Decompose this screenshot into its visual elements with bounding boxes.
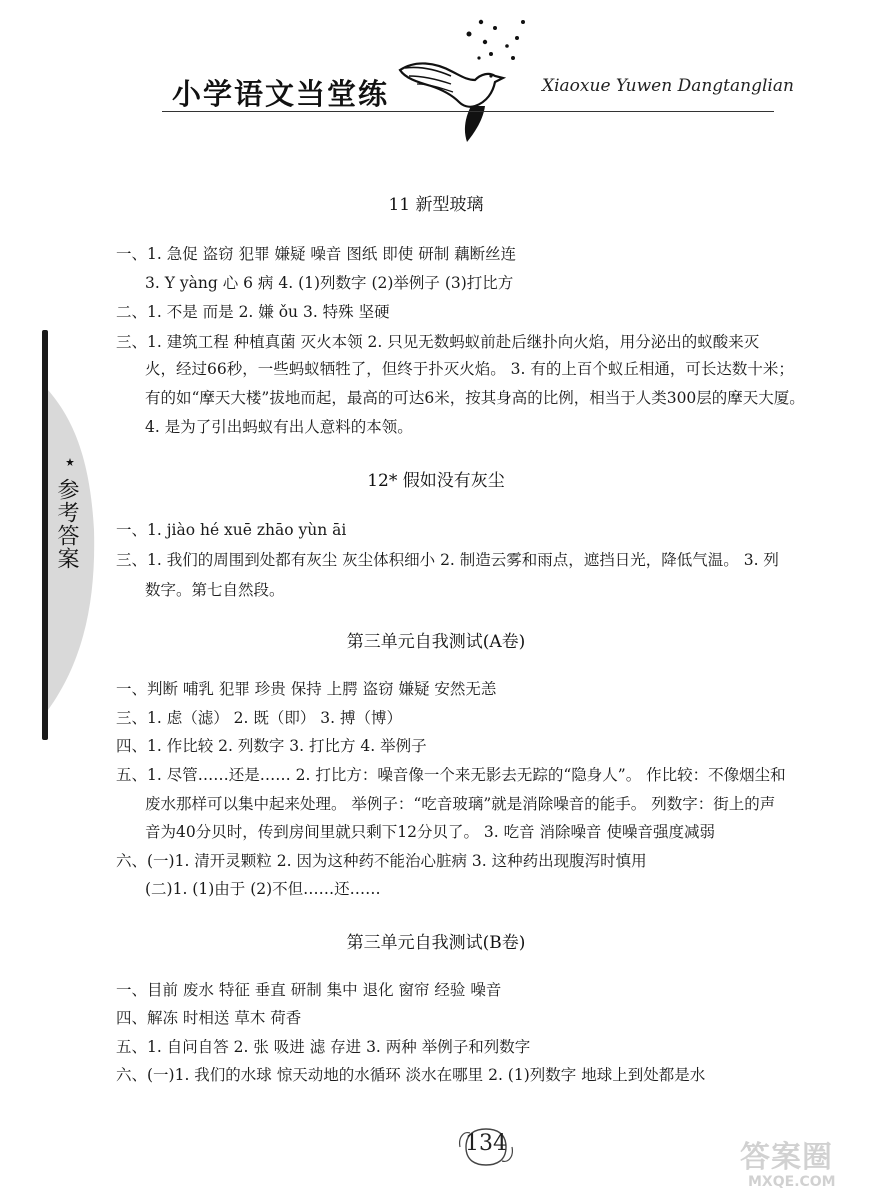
answer-line: 有的如“摩天大楼”拔地而起，最高的可达6米，按其身高的比例，相当于人类300层的摩天大厦。: [145, 389, 805, 407]
answer-line: 三、1. 我们的周围到处都有灰尘 灰尘体积细小 2. 制造云雾和雨点，遮挡日光，降低气温。 3. 列: [116, 551, 779, 569]
answer-line: 三、1. 虑（滤） 2. 既（即） 3. 搏（博）: [116, 709, 403, 727]
answer-line: 火，经过66秒，一些蚂蚁牺牲了，但终于扑灭火焰。 3. 有的上百个蚁丘相通，可长达数十米；: [145, 360, 794, 378]
book-title-cn: 小学语文当堂练: [172, 77, 390, 111]
section-title: 第三单元自我测试(A卷): [346, 632, 526, 652]
answer-line: 六、(一)1. 清开灵颗粒 2. 因为这种药不能治心脏病 3. 这种药出现腹泻时慎用: [116, 852, 647, 870]
answer-line: 二、1. 不是 而是 2. 嫌 ǒu 3. 特殊 坚硬: [116, 303, 390, 321]
answer-line: 一、判断 哺乳 犯罪 珍贵 保持 上腭 盗窃 嫌疑 安然无恙: [116, 680, 497, 698]
answer-line: 一、目前 废水 特征 垂直 研制 集中 退化 窗帘 经验 噪音: [116, 981, 502, 999]
section-title: 11 新型玻璃: [388, 195, 484, 215]
watermark-en: MXQE.COM: [748, 1174, 836, 1190]
answer-line: 4. 是为了引出蚂蚁有出人意料的本领。: [145, 418, 413, 436]
answer-line: 废水那样可以集中起来处理。 举例子：“吃音玻璃”就是消除噪音的能手。 列数字：街上的声: [145, 795, 776, 813]
section-title: 12* 假如没有灰尘: [367, 471, 505, 491]
answer-line: 五、1. 自问自答 2. 张 吸进 滤 存进 3. 两种 举例子和列数字: [116, 1038, 531, 1056]
answer-line: 四、1. 作比较 2. 列数字 3. 打比方 4. 举例子: [116, 737, 427, 755]
answer-line: 一、1. 急促 盗窃 犯罪 嫌疑 噪音 图纸 即使 研制 藕断丝连: [116, 245, 517, 263]
answer-line: 五、1. 尽管……还是…… 2. 打比方：噪音像一个来无影去无踪的“隐身人”。 作比较：不像烟尘和: [116, 766, 786, 784]
section-title: 第三单元自我测试(B卷): [346, 933, 526, 953]
page-number-text: 134: [465, 1131, 507, 1156]
answer-line: 数字。第七自然段。: [145, 581, 285, 599]
watermark: [740, 1132, 860, 1194]
answer-line: 三、1. 建筑工程 种植真菌 灭火本领 2. 只见无数蚂蚁前赴后继扑向火焰，用分泌出的蚁酸来灭: [116, 333, 760, 351]
watermark-cn: 答案圈: [740, 1140, 833, 1175]
answer-line: (二)1. (1)由于 (2)不但……还……: [145, 880, 381, 898]
side-tab-label: 参考答案: [54, 478, 79, 570]
answer-line: 音为40分贝时，传到房间里就只剩下12分贝了。 3. 吃音 消除噪音 使噪音强度减弱: [145, 823, 715, 841]
page-number: [456, 1125, 516, 1169]
answer-line: 四、解冻 时相送 草木 荷香: [116, 1009, 302, 1027]
answer-line: 六、(一)1. 我们的水球 惊天动地的水循环 淡水在哪里 2. (1)列数字 地球上到处都是水: [116, 1066, 706, 1084]
answer-line: 3. Y yàng 心 6 病 4. (1)列数字 (2)举例子 (3)打比方: [145, 274, 514, 292]
book-title-en: Xiaoxue Yuwen Dangtanglian: [542, 76, 794, 96]
answer-line: 一、1. jiào hé xuē zhāo yùn āi: [116, 521, 347, 539]
